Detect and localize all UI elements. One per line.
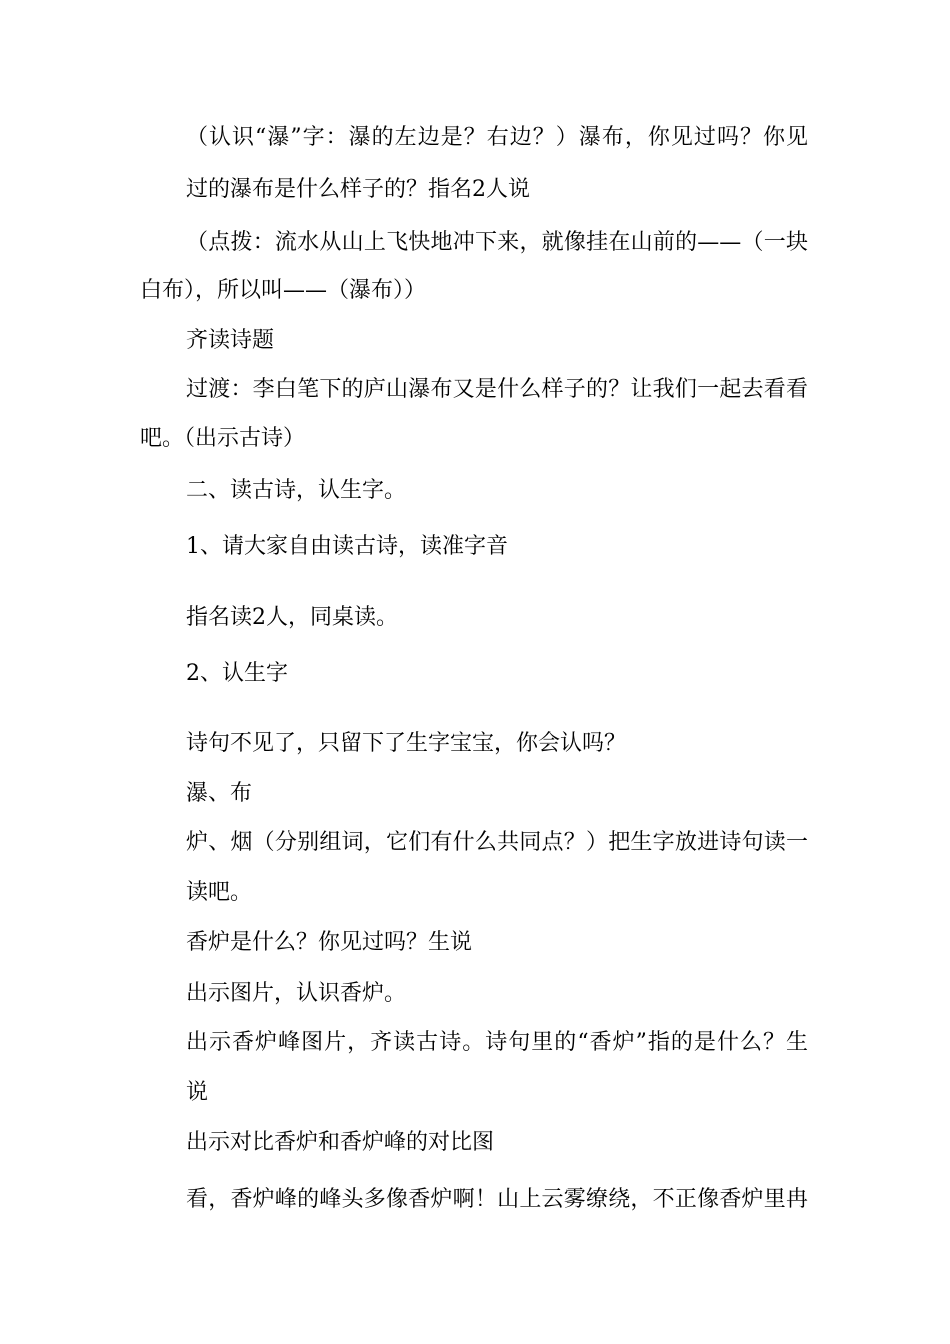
- text-line: （点拨：流水从山上飞快地冲下来，就像挂在山前的——（一块: [186, 230, 808, 255]
- text-line: 出示对比香炉和香炉峰的对比图: [186, 1130, 495, 1155]
- text-line: 香炉是什么？你见过吗？生说: [186, 930, 473, 955]
- text-line: 说: [186, 1080, 209, 1105]
- list-item: 2、认生字: [186, 661, 288, 686]
- text-line: （认识“瀑”字：瀑的左边是？右边？）瀑布，你见过吗？你见: [186, 125, 808, 150]
- text-line: 指名读2人，同桌读。: [186, 605, 398, 630]
- text-line: 瀑、布: [186, 781, 253, 806]
- section-heading: 二、读古诗，认生字。: [186, 478, 407, 503]
- text-line: 看，香炉峰的峰头多像香炉啊！山上云雾缭绕，不正像香炉里冉: [186, 1187, 808, 1212]
- text-line: 吧。（出示古诗）: [140, 426, 306, 451]
- list-item: 1、请大家自由读古诗，读准字音: [186, 534, 508, 559]
- text-line: 过渡：李白笔下的庐山瀑布又是什么样子的？让我们一起去看看: [186, 377, 808, 402]
- text-line: 诗句不见了，只留下了生字宝宝，你会认吗？: [186, 731, 627, 756]
- text-line: 齐读诗题: [186, 328, 275, 353]
- text-line: 出示香炉峰图片，齐读古诗。诗句里的“香炉”指的是什么？生: [186, 1030, 808, 1055]
- text-line: 炉、烟（分别组词，它们有什么共同点？）把生字放进诗句读一: [186, 830, 808, 855]
- text-line: 白布），所以叫——（瀑布））: [140, 278, 427, 303]
- text-line: 出示图片，认识香炉。: [186, 981, 407, 1006]
- text-line: 过的瀑布是什么样子的？指名2人说: [186, 177, 530, 202]
- text-line: 读吧。: [186, 880, 253, 905]
